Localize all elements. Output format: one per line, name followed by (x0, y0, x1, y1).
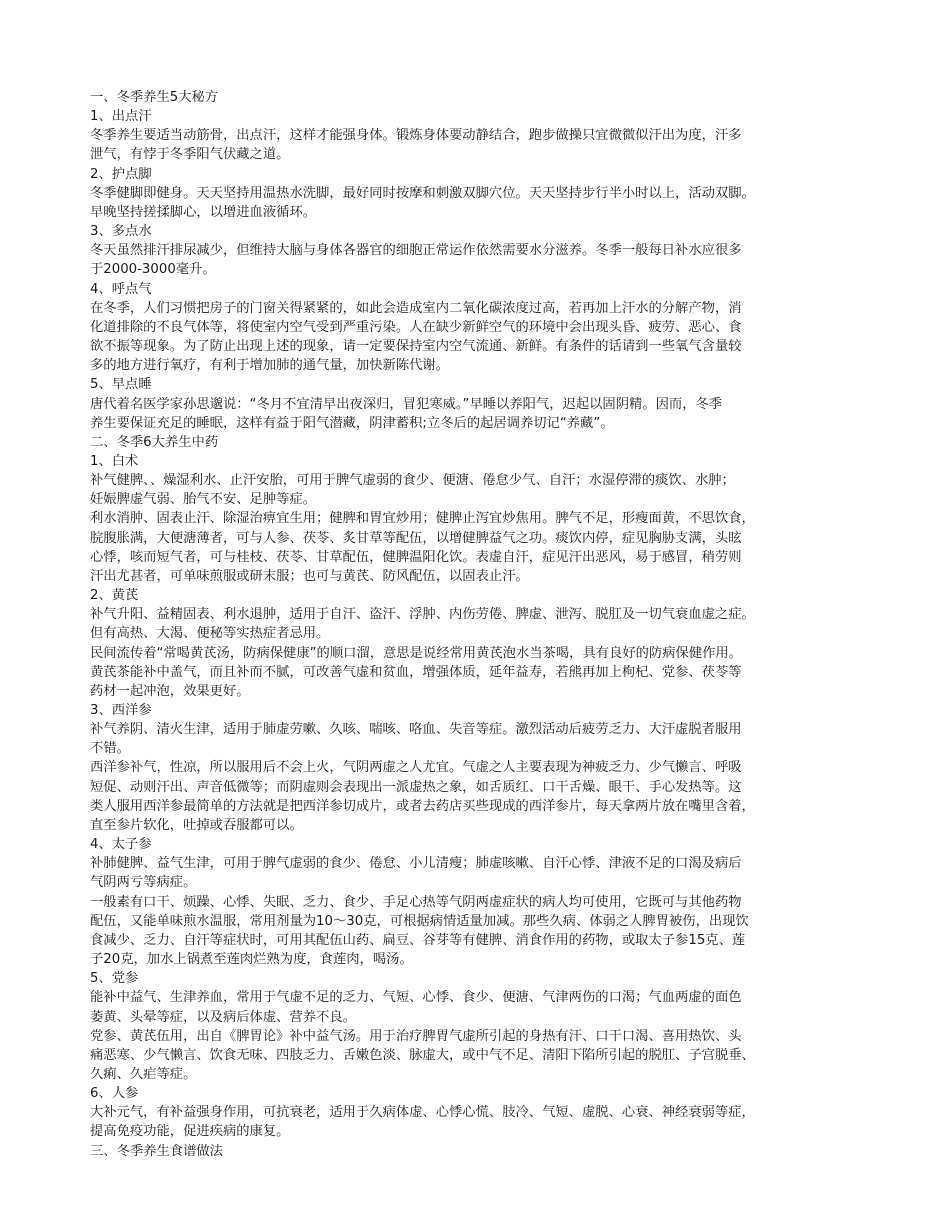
paragraph-line: 补气养阴、清火生津，适用于肺虚劳嗽、久咳、喘咳、咯血、失音等症。激烈活动后疲劳乏力、大汗虚脱者服用 (90, 722, 742, 738)
paragraph-line: 欲不振等现象。为了防止出现上述的现象，请一定要保持室内空气流通、新鲜。有条件的话请到一些氧气含量较 (90, 339, 742, 355)
document-body (90, 88, 860, 1161)
paragraph-line: 气阴两亏等病症。 (90, 875, 197, 891)
section-heading: 二、冬季6大养生中药 (90, 434, 219, 450)
section-heading: 2、护点脚 (90, 166, 152, 182)
section-heading: 4、呼点气 (90, 281, 152, 297)
paragraph-line: 黄芪茶能补中盖气，而且补而不腻，可改善气虚和贫血，增强体质，延年益寿，若熊再加上枸杞、党参、茯苓等 (90, 664, 742, 680)
section-heading: 3、西洋参 (90, 703, 152, 718)
paragraph-line: 利水消肿、固表止汗、除湿治痹宜生用；健脾和胃宜炒用；健脾止泻宜炒焦用。脾气不足，形瘦面黄，不思饮食， (90, 511, 755, 527)
paragraph-line: 早晚坚持搓揉脚心，以增进血液循环。 (90, 204, 317, 220)
paragraph-line: 食减少、乏力、自汗等症状时，可用其配伍山药、扁豆、谷芽等有健脾、消食作用的药物，或取太子参15克、莲 (90, 932, 746, 948)
paragraph-line: 痛恶寒、少气懒言、饮食无味、四肢乏力、舌嫩色淡、脉虚大，或中气不足、清阳下陷所引起的脱肛、子宫脱垂、 (90, 1047, 755, 1063)
paragraph-line: 大补元气，有补益强身作用，可抗衰老，适用于久病体虚、心悸心慌、肢冷、气短、虚脱、心衰、神经衰弱等症， (90, 1105, 755, 1121)
paragraph-line: 脘腹胀满，大便溏薄者，可与人参、茯苓、炙甘草等配伍，以增健脾益气之功。痰饮内停，症见胸胁支满，头眩 (90, 530, 742, 546)
paragraph-line: 萎黄、头晕等症，以及病后体虚、营养不良。 (90, 1009, 356, 1025)
section-heading: 5、党参 (90, 971, 139, 987)
section-heading: 三、冬季养生食谱做法 (90, 1143, 223, 1159)
section-heading: 5、早点睡 (90, 377, 152, 393)
paragraph-line: 补气升阳、益精固表、利水退肿，适用于自汗、盗汗、浮肿、内伤劳倦、脾虚、泄泻、脱肛及一切气衰血虚之症。 (90, 607, 755, 623)
section-heading: 2、黄芪 (90, 588, 139, 604)
paragraph-line: 久痢、久疟等症。 (90, 1066, 197, 1082)
paragraph-line: 配伍，又能单味煎水温服，常用剂量为10～30克，可根据病情适量加减。那些久病、体弱之人脾胃被伤，出现饮 (90, 913, 749, 929)
paragraph-line: 在冬季，人们习惯把房子的门窗关得紧紧的，如此会造成室内二氧化碳浓度过高，若再加上汗水的分解产物，消 (90, 300, 742, 316)
paragraph-line: 西洋参补气，性凉，所以服用后不会上火，气阴两虚之人尤宜。气虚之人主要表现为神疲乏力、少气懒言、呼吸 (90, 760, 742, 776)
paragraph-line: 但有高热、大渴、便秘等实热症者忌用。 (90, 626, 330, 642)
paragraph-line: 于2000-3000毫升。 (90, 262, 216, 278)
section-heading: 4、太子参 (90, 837, 152, 853)
paragraph-line: 化道排除的不良气体等，将使室内空气受到严重污染。人在缺少新鲜空气的环境中会出现头昏、疲劳、恶心、食 (90, 319, 742, 335)
paragraph-line: 冬季健脚即健身。天天坚持用温热水洗脚，最好同时按摩和刺激双脚穴位。天天坚持步行半小时以上，活动双脚。 (90, 185, 755, 201)
paragraph-line: 一般素有口干、烦躁、心悸、失眠、乏力、食少、手足心热等气阴两虚症状的病人均可使用，它既可与其他药物 (90, 894, 742, 910)
paragraph-line: 直至参片软化，吐掉或吞服都可以。 (90, 817, 303, 833)
section-heading: 1、白术 (90, 453, 139, 469)
section-heading: 1、出点汗 (90, 109, 152, 125)
paragraph-line: 民间流传着“常喝黄芪汤，防病保健康”的顺口溜，意思是说经常用黄芪泡水当茶喝，具有良好的防病保健作用。 (90, 645, 743, 661)
paragraph-line: 心悸，咳而短气者，可与桂枝、茯苓、甘草配伍，健脾温阳化饮。表虚自汗，症见汗出恶风，易于感冒，稍劳则 (90, 549, 742, 565)
paragraph-line: 提高免疫功能，促进疾病的康复。 (90, 1124, 290, 1140)
paragraph-line: 类人服用西洋参最简单的方法就是把西洋参切成片，或者去药店买些现成的西洋参片，每天拿两片放在嘴里含着， (90, 798, 755, 814)
paragraph-line: 子20克，加水上锅煮至莲肉烂熟为度，食莲肉，喝汤。 (90, 952, 413, 968)
section-heading: 6、人参 (90, 1086, 139, 1102)
paragraph-line: 不错。 (90, 741, 130, 757)
paragraph-line: 唐代着名医学家孙思邈说：“冬月不宜清早出夜深归，冒犯寒威。”早睡以养阳气，迟起以固阴精。因而，冬季 (90, 396, 723, 412)
paragraph-line: 冬季养生要适当动筋骨，出点汗，这样才能强身体。锻炼身体要动静结合，跑步做操只宜微微似汗出为度，汗多 (90, 128, 742, 144)
paragraph-line: 补气健脾、、燥湿利水、止汗安胎，可用于脾气虚弱的食少、便溏、倦怠少气、自汗；水湿停滞的痰饮、水肿； (90, 473, 735, 489)
paragraph-line: 能补中益气、生津养血，常用于气虚不足的乏力、气短、心悸、食少、便溏、气津两伤的口渴；气血两虚的面色 (90, 990, 742, 1006)
section-heading: 一、冬季养生5大秘方 (90, 90, 219, 105)
paragraph-line: 养生要保证充足的睡眠，这样有益于阳气潜藏，阴津蓄积;立冬后的起居调养切记“养藏”。 (90, 415, 614, 431)
paragraph-line: 党参、黄芪伍用，出自《脾胃论》补中益气汤。用于治疗脾胃气虚所引起的身热有汗、口干口渴、喜用热饮、头 (90, 1028, 742, 1044)
paragraph-line: 药材一起冲泡，效果更好。 (90, 683, 250, 699)
paragraph-line: 妊娠脾虚气弱、胎气不安、足肿等症。 (90, 492, 317, 508)
paragraph-line: 冬天虽然排汗排尿减少，但维持大脑与身体各器官的细胞正常运作依然需要水分滋养。冬季一般每日补水应很多 (90, 243, 742, 259)
paragraph-line: 补肺健脾、益气生津，可用于脾气虚弱的食少、倦怠、小儿清瘦；肺虚咳嗽、自汗心悸、津液不足的口渴及病后 (90, 856, 742, 872)
paragraph-line: 汗出尤甚者，可单味煎服或研末服；也可与黄芪、防风配伍，以固表止汗。 (90, 568, 529, 584)
paragraph-line: 泄气，有悖于冬季阳气伏藏之道。 (90, 147, 290, 163)
section-heading: 3、多点水 (90, 224, 152, 240)
paragraph-line: 短促、动则汗出、声音低微等；而阴虚则会表现出一派虚热之象，如舌质红、口干舌燥、眼干、手心发热等。这 (90, 779, 742, 795)
paragraph-line: 多的地方进行氧疗，有利于增加肺的通气量，加快新陈代谢。 (90, 358, 450, 374)
